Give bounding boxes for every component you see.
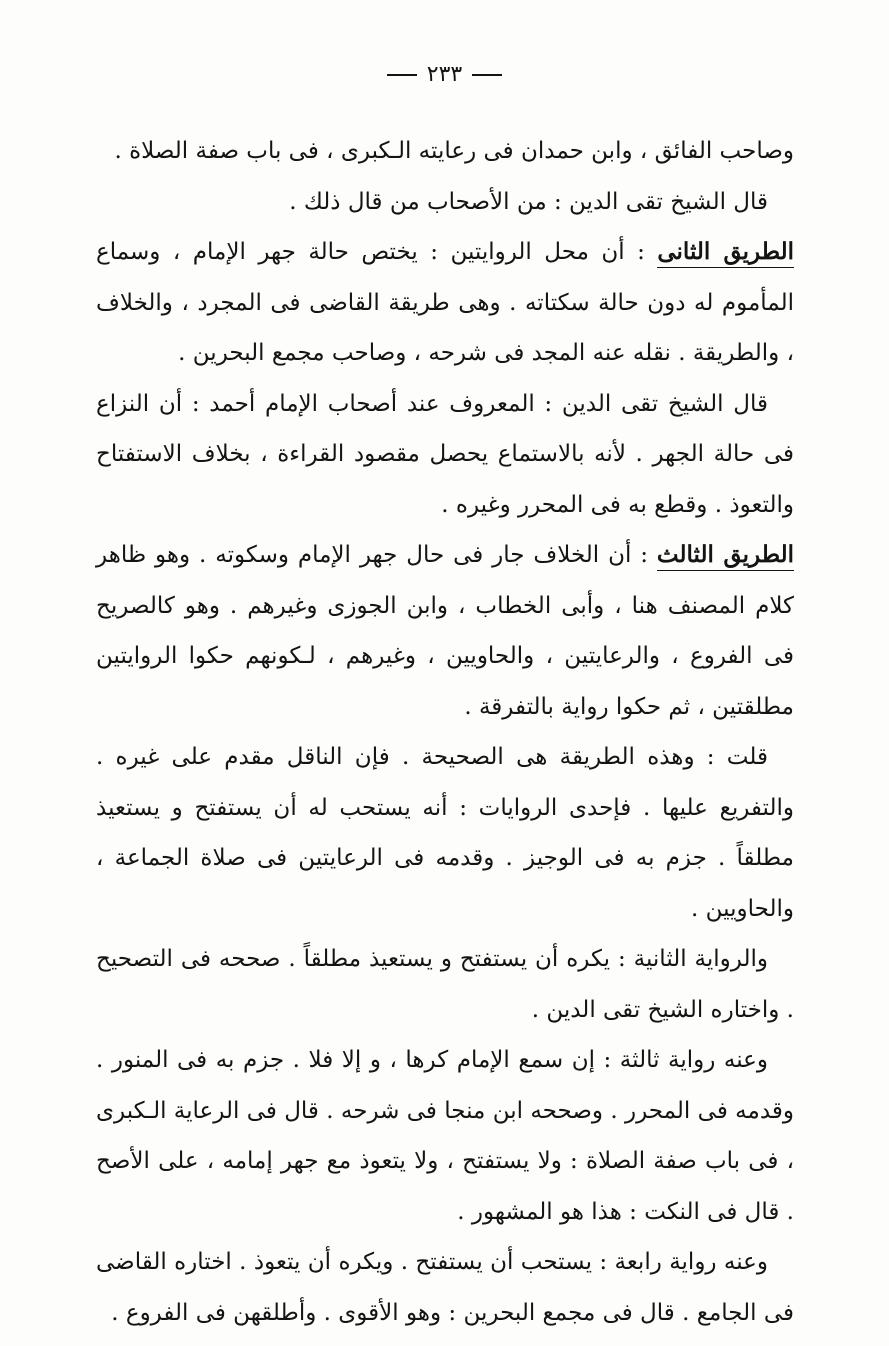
paragraph: الطريق الثانى : أن محل الروايتين : يختص حالة جهر الإمام ، وسماع المأموم له دون حالة سكتاته . وهى طريقة القاضى فى المجرد ، والخلاف ، والطريقة . نقله عنه المجد فى شرحه ، وصاحب مجمع البحرين . [96,238,794,366]
body-text [96,126,794,1338]
section-heading-term: الطريق الثانى [657,238,794,268]
paragraph: والرواية الثانية : يكره أن يستفتح و يستعيذ مطلقاً . صححه فى التصحيح . واختاره الشيخ تقى الدين . [96,946,794,1023]
page-number-dash-left [387,74,417,76]
paragraph: قال الشيخ تقى الدين : المعروف عند أصحاب الإمام أحمد : أن النزاع فى حالة الجهر . لأنه بالاستماع يحصل مقصود القراءة ، بخلاف الاستفتاح والتعوذ . وقطع به فى المحرر وغيره . [96,390,794,518]
page-number [0,62,889,87]
paragraph: وصاحب الفائق ، وابن حمدان فى رعايته الـكبرى ، فى باب صفة الصلاة . [114,138,794,164]
paragraph: وعنه رواية ثالثة : إن سمع الإمام كرها ، و إلا فلا . جزم به فى المنور . وقدمه فى المحرر . وصححه ابن منجا فى شرحه . قال فى الرعاية الـكبرى ، فى باب صفة الصلاة : ولا يستفتح ، ولا يتعوذ مع جهر إمامه ، على الأصح . قال فى النكت : هذا هو المشهور . [96,1047,794,1225]
paragraph: قال الشيخ تقى الدين : من الأصحاب من قال ذلك . [289,188,768,215]
page-number-text: ٢٣٣ [426,62,463,87]
paragraph: الطريق الثالث : أن الخلاف جار فى حال جهر الإمام وسكوته . وهو ظاهر كلام المصنف هنا ، وأبى الخطاب ، وابن الجوزى وغيرهم . وهو كالصريح فى الفروع ، والرعايتين ، والحاويين ، وغيرهم ، لـكونهم حكوا الروايتين مطلقتين ، ثم حكوا رواية بالتفرقة . [96,541,794,720]
paragraph: قلت : وهذه الطريقة هى الصحيحة . فإن الناقل مقدم على غيره . والتفريع عليها . فإحدى الروايات : أنه يستحب له أن يستفتح و يستعيذ مطلقاً . جزم به فى الوجيز . وقدمه فى الرعايتين فى صلاة الجماعة ، والحاويين . [96,744,794,922]
section-heading-term: الطريق الثالث [657,541,794,571]
paragraph: وعنه رواية رابعة : يستحب أن يستفتح . ويكره أن يتعوذ . اختاره القاضى فى الجامع . قال فى مجمع البحرين : وهو الأقوى . وأطلقهن فى الفروع . [96,1249,794,1326]
page-number-dash-right [472,74,502,76]
